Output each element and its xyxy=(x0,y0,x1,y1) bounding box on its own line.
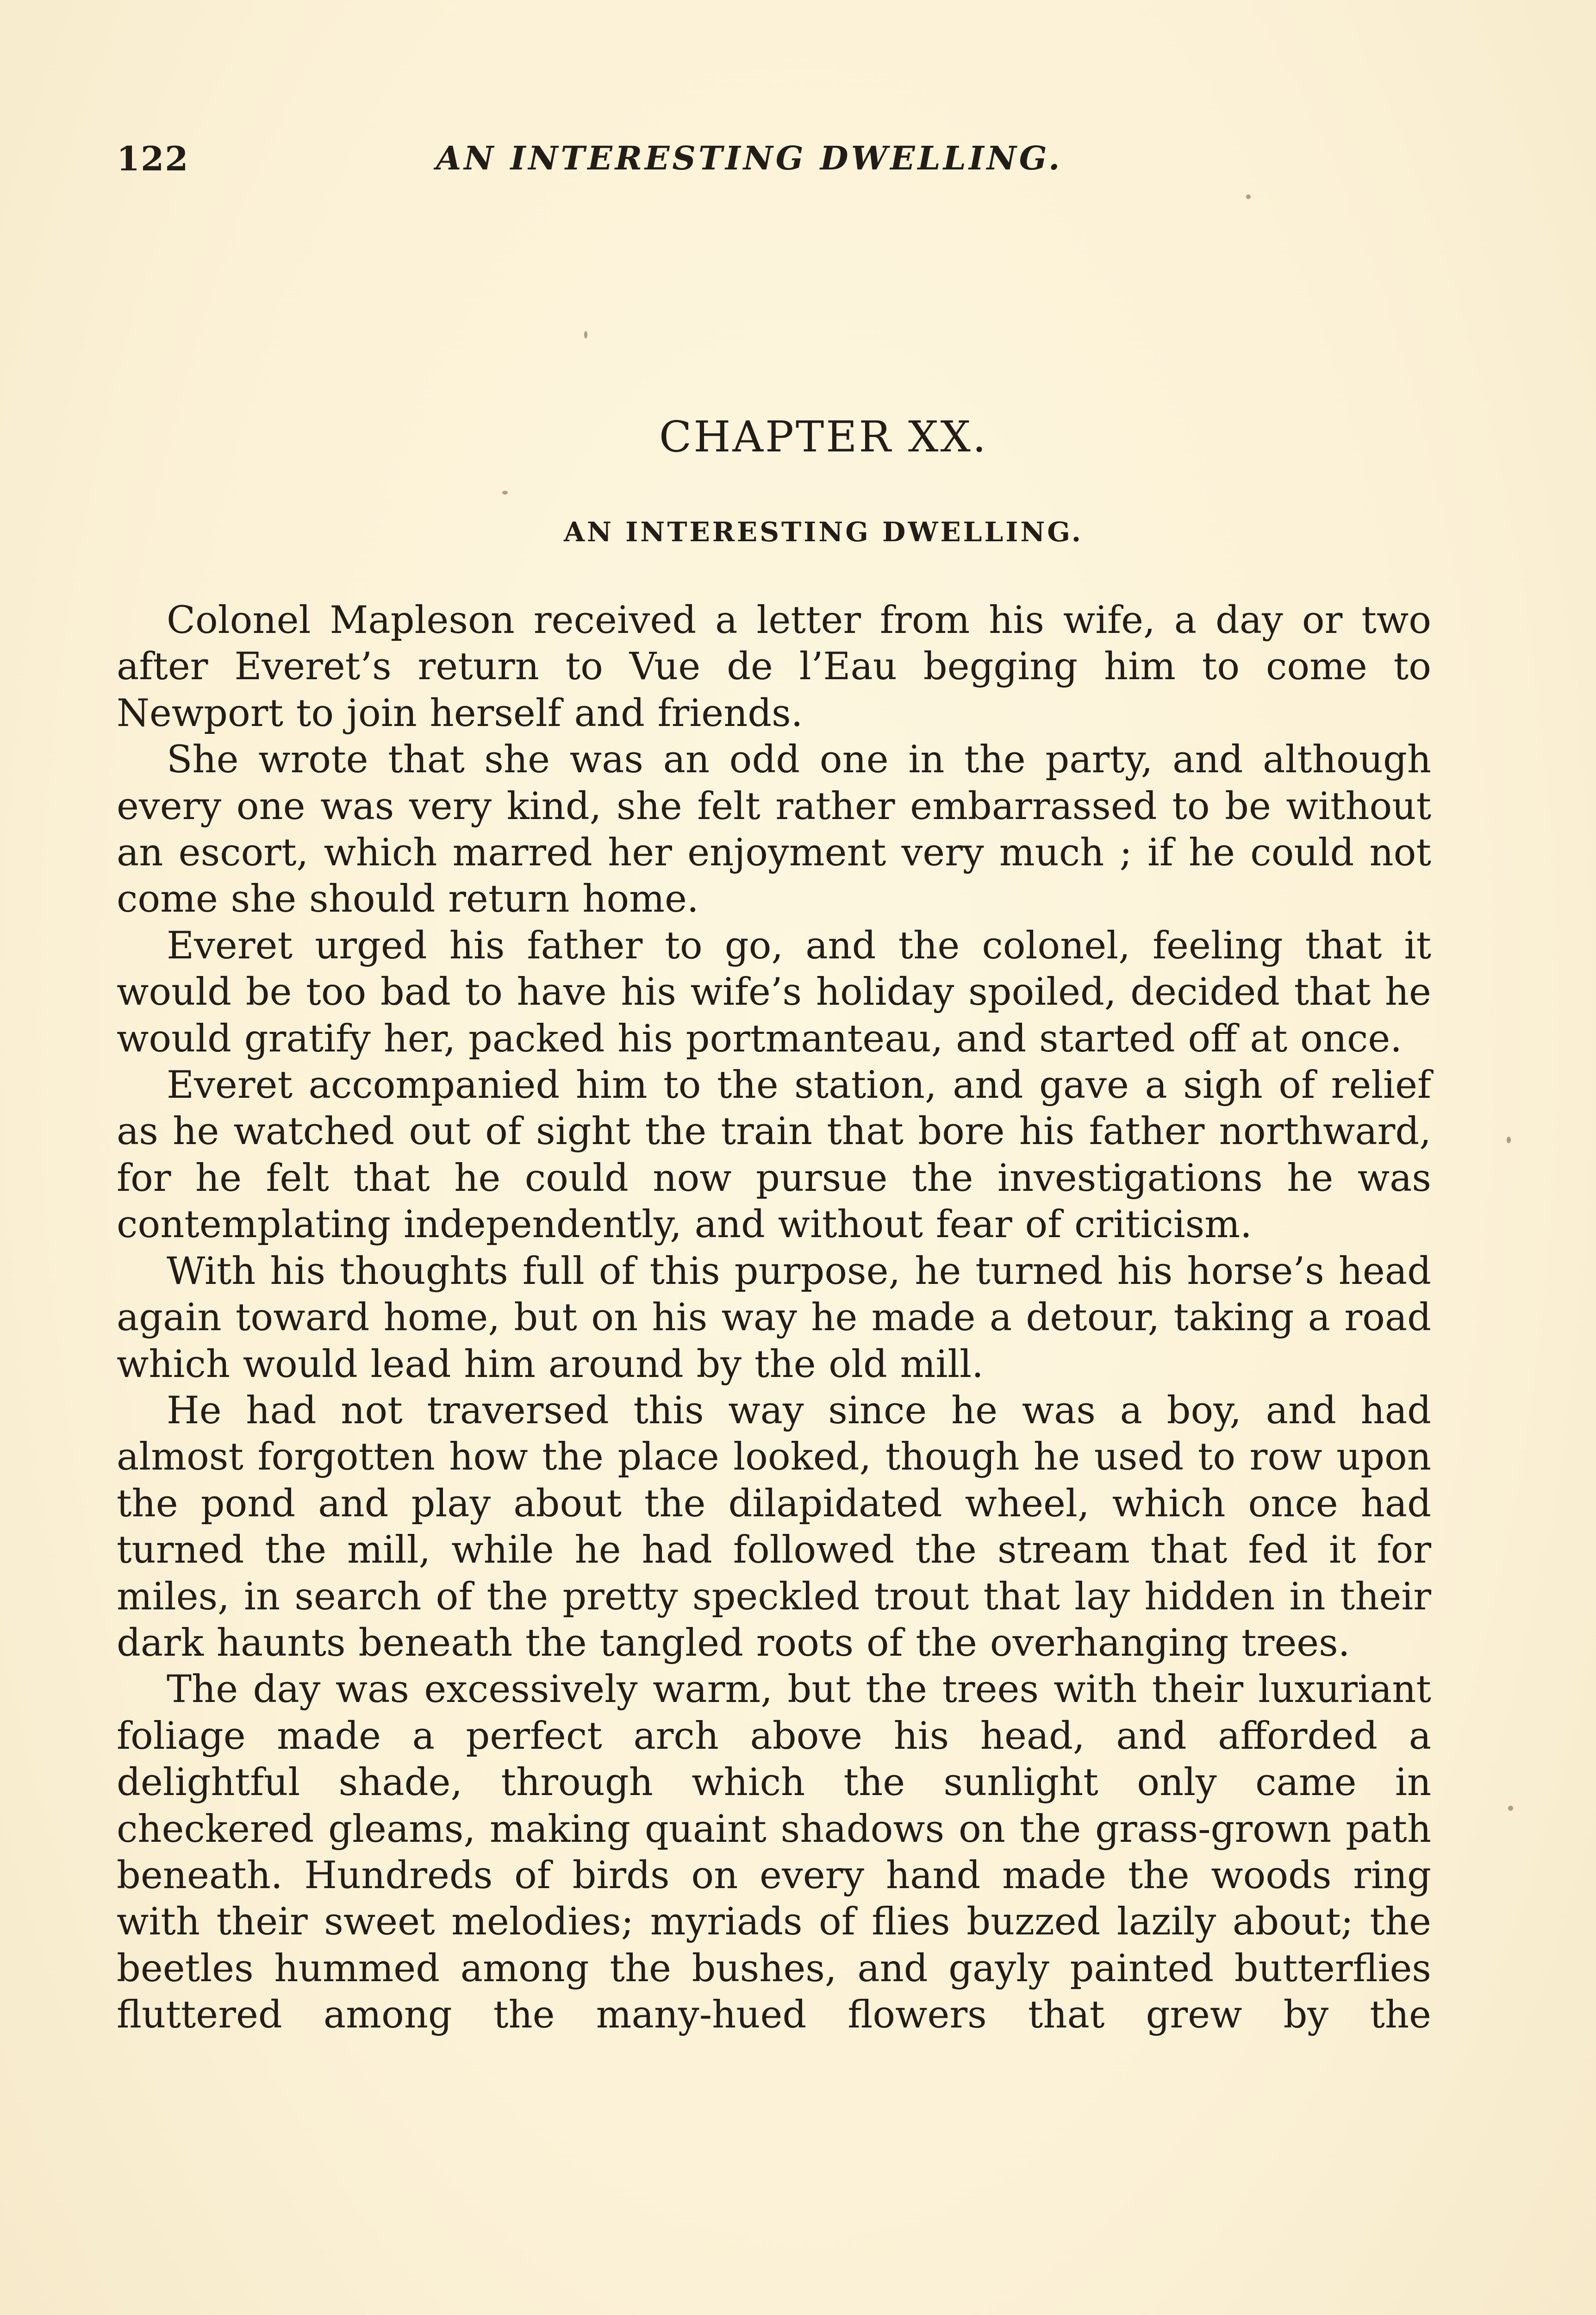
paragraph: Colonel Mapleson received a letter from his wife, a day or two after Everet’s return to Vue de l’Eau begging him to come to Newport to join herself and friends. xyxy=(117,599,1431,735)
paper-speck xyxy=(502,491,508,494)
running-title: AN INTERESTING DWELLING. xyxy=(436,139,1063,177)
paragraph: With his thoughts full of this purpose, he turned his horse’s head again toward home, but on his way he made a detour, taking a road which would lead him around by the old mill. xyxy=(117,1249,1431,1386)
paper-speck xyxy=(1246,194,1251,199)
paragraph: Everet urged his father to go, and the colonel, feeling that it would be too bad to have his wife’s holiday spoiled, decided that he would gratify her, packed his portmanteau, and started off at once. xyxy=(117,924,1431,1061)
paragraph: She wrote that she was an odd one in the party, and although every one was very kind, she felt rather embarrassed to be without an escort, which marred her enjoyment very much ; if he could not come she should return home. xyxy=(117,738,1431,921)
chapter-heading: CHAPTER XX. xyxy=(659,412,988,462)
page-number: 122 xyxy=(117,139,189,178)
paper-speck xyxy=(1508,1806,1513,1811)
running-head xyxy=(117,139,1459,190)
paragraph: Everet accompanied him to the station, and gave a sigh of relief as he watched out of sight the train that bore his father northward, for he felt that he could now pursue the investigations he was contemplating independently, and without fear of criticism. xyxy=(117,1064,1431,1247)
paper-speck xyxy=(1507,1137,1511,1143)
chapter-subtitle: AN INTERESTING DWELLING. xyxy=(563,516,1084,548)
paper-speck xyxy=(584,331,587,338)
body-text xyxy=(117,597,1431,2039)
paragraph: He had not traversed this way since he was a boy, and had almost forgotten how the place looked, though he used to row upon the pond and play about the dilapidated wheel, which once had turned the mill, while he had followed the stream that fed it for miles, in search of the pretty speckled trout that lay hidden in their dark haunts beneath the tangled roots of the overhanging trees. xyxy=(117,1389,1431,1665)
paragraph: The day was excessively warm, but the trees with their luxuriant foliage made a perfect arch above his head, and afforded a delightful shade, through which the sunlight only came in checkered gleams, making quaint shadows on the grass-grown path beneath. Hundreds of birds on every hand made the woods ring with their sweet melodies; myriads of flies buzzed lazily about; the beetles hummed among the bushes, and gayly painted butterflies fluttered among the many-hued flowers that grew by the xyxy=(117,1668,1431,2037)
